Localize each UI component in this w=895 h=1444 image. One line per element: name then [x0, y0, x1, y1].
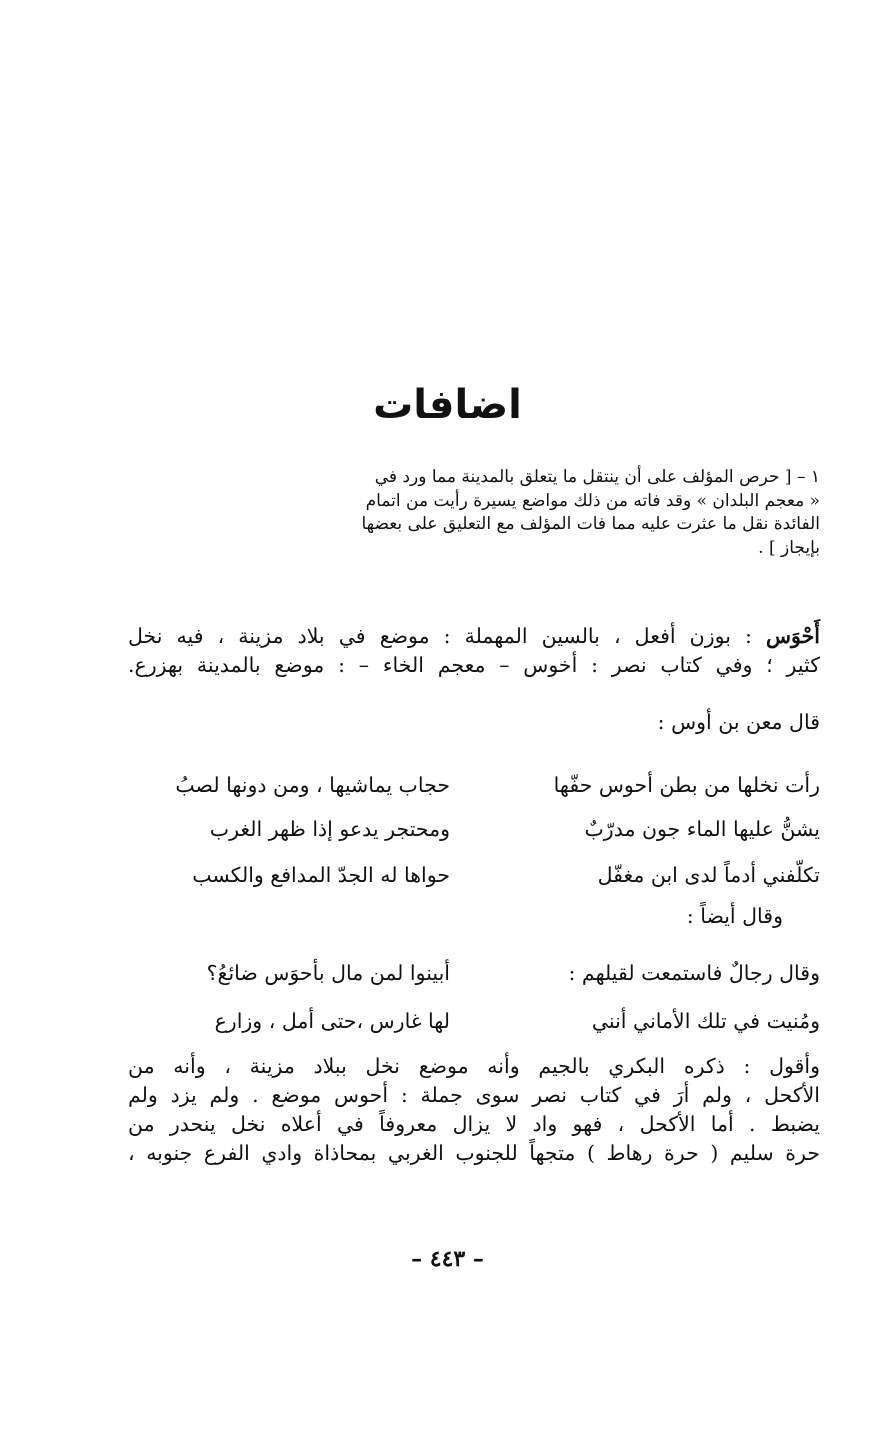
comment-line: حرة سليم ( حرة رهاط ) متجهاً للجنوب الغربي بمحاذاة وادي الفرع جنوبه ،	[128, 1141, 820, 1165]
verse-line	[130, 812, 820, 846]
poem-intro: وقال أيضاً :	[686, 904, 783, 928]
verse-first-hemistich: رأت نخلها من بطن أحوس حفّها	[553, 773, 820, 797]
verse-second-hemistich: أبينوا لمن مال بأحوَس ضائعُ؟	[206, 961, 450, 985]
verse-second-hemistich: ومحتجر يدعو إذا ظهر الغرب	[209, 817, 450, 841]
entry-line-text: : بوزن أفعل ، بالسين المهملة : موضع في بلاد مزينة ، فيه نخل	[128, 624, 752, 648]
note-line: « معجم البلدان » وقد فاته من ذلك مواضع يسيرة رأيت من اتمام	[365, 490, 820, 511]
editor-note	[132, 466, 820, 560]
poem-intro: قال معن بن أوس :	[657, 710, 820, 734]
verse-second-hemistich: لها غارس ،حتى أمل ، وزارع	[214, 1009, 450, 1033]
comment-line: وأقول : ذكره البكري بالجيم وأنه موضع نخل ببلاد مزينة ، وأنه من	[128, 1054, 820, 1078]
note-line: بإيجاز ] .	[758, 537, 820, 558]
verse-line	[130, 956, 820, 990]
entry-headword: أَحْوَس	[766, 624, 820, 648]
note-line: الفائدة نقل ما عثرت عليه مما فات المؤلف مع التعليق على بعضها	[361, 514, 820, 534]
note-line: ١ – [ حرص المؤلف على أن ينتقل ما يتعلق بالمدينة مما ورد في	[374, 467, 820, 487]
entry-line	[128, 622, 820, 651]
page-title: اضافات	[373, 382, 522, 428]
entry-line: كثير ؛ وفي كتاب نصر : أخوس – معجم الخاء – : موضع بالمدينة بهزرع.	[128, 653, 820, 677]
page-number: – ٤٤٣ –	[411, 1246, 484, 1272]
verse-first-hemistich: وقال رجالٌ فاستمعت لقيلهم :	[568, 961, 820, 985]
verse-first-hemistich: تكلّفني أدماً لدى ابن مغفّل	[597, 863, 820, 887]
verse-second-hemistich: حواها له الجدّ المدافع والكسب	[192, 863, 450, 887]
author-comment	[128, 1052, 820, 1168]
comment-line: الأكحل ، ولم أرَ في كتاب نصر سوى جملة : أحوس موضع . ولم يزد ولم	[128, 1083, 820, 1107]
verse-first-hemistich: يشنُّ عليها الماء جون مدرّبٌ	[584, 817, 820, 841]
verse-second-hemistich: حجاب يماشيها ، ومن دونها لصبُ	[175, 773, 450, 797]
verse-line	[130, 858, 820, 892]
verse-line	[130, 1004, 820, 1038]
entry-definition	[128, 622, 820, 680]
verse-line	[130, 768, 820, 802]
verse-first-hemistich: ومُنيت في تلك الأماني أنني	[591, 1009, 820, 1033]
comment-line: يضبط . أما الأكحل ، فهو واد لا يزال معروفاً في أعلاه نخل ينحدر من	[128, 1112, 820, 1136]
